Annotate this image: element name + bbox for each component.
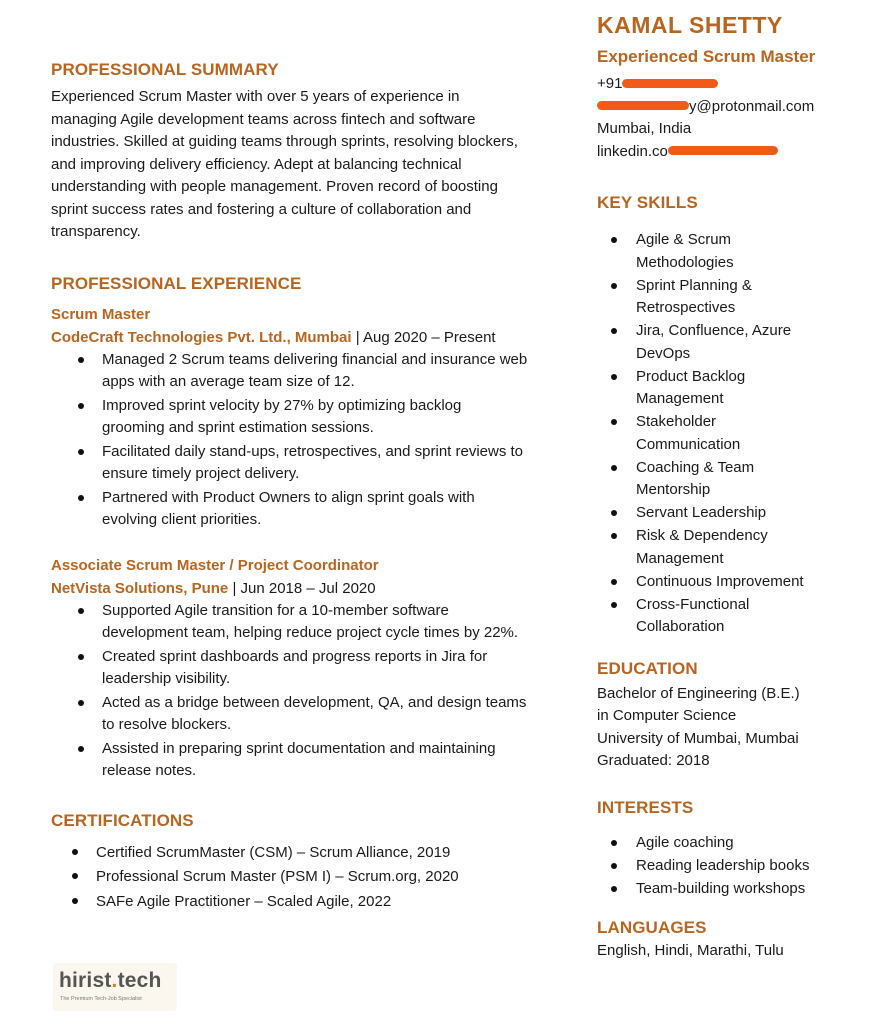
job-bullets	[51, 600, 556, 783]
summary-line: Experienced Scrum Master with over 5 years of experience in	[51, 88, 460, 105]
linkedin-line	[597, 141, 862, 164]
linkedin-redaction	[668, 146, 778, 155]
interests-heading: INTERESTS	[597, 797, 694, 817]
education-line: University of Mumbai, Mumbai	[597, 729, 799, 747]
job-company-line	[51, 577, 556, 600]
phone-line	[597, 73, 862, 96]
linkedin-prefix: linkedin.co	[597, 142, 668, 160]
job-title: Associate Scrum Master / Project Coordinator	[51, 556, 379, 574]
job-dates: | Jun 2018 – Jul 2020	[232, 579, 376, 597]
skill-item	[597, 571, 862, 594]
logo-tld: tech	[117, 969, 162, 992]
skill-item	[597, 525, 862, 570]
skills-list	[597, 229, 862, 639]
job-bullet	[51, 487, 556, 532]
skill-line: Stakeholder	[636, 413, 717, 430]
skill-line: Management	[636, 549, 724, 567]
email-line	[597, 96, 862, 119]
certifications-section	[51, 811, 556, 914]
certification-item: Certified ScrumMaster (CSM) – Scrum Alliance, 2019	[51, 841, 556, 865]
languages-text: English, Hindi, Marathi, Tulu	[597, 942, 784, 959]
summary-text	[51, 86, 556, 244]
skill-item	[597, 275, 862, 320]
summary-line: managing Agile development teams across fintech and software	[51, 110, 476, 128]
certification-item: Professional Scrum Master (PSM I) – Scrum.org, 2020	[51, 865, 556, 889]
job-title: Scrum Master	[51, 305, 151, 323]
candidate-name: KAMAL SHETTY	[597, 12, 783, 38]
skill-line: Retrospectives	[636, 299, 736, 316]
summary-line: industries. Skilled at guiding teams through sprints, resolving blockers,	[51, 133, 518, 150]
job-bullet	[51, 349, 556, 394]
bullet-line: Managed 2 Scrum teams delivering financial and insurance web	[102, 350, 528, 368]
job-company: NetVista Solutions, Pune	[51, 579, 229, 597]
bullet-line: evolving client priorities.	[102, 511, 262, 528]
bullet-line: Acted as a bridge between development, QA, and design teams	[102, 693, 527, 711]
skill-line: Cross-Functional	[636, 595, 750, 613]
skill-item	[597, 594, 862, 639]
skills-section	[597, 193, 862, 639]
logo-dot: .	[111, 969, 118, 992]
bullet-line: Assisted in preparing sprint documentation and maintaining	[102, 739, 496, 757]
job-bullet	[51, 738, 556, 783]
email-redaction	[597, 101, 689, 110]
skill-line: Agile & Scrum	[636, 231, 732, 248]
logo-tagline: The Premium Tech-Job Specialist	[60, 996, 142, 1002]
education-section	[597, 659, 862, 773]
skill-item	[597, 229, 862, 274]
summary-line: transparency.	[51, 223, 141, 240]
logo-wordmark	[59, 969, 162, 993]
job-company-line	[51, 326, 556, 349]
summary-heading: PROFESSIONAL SUMMARY	[51, 60, 279, 79]
job-bullet	[51, 395, 556, 440]
skill-line: DevOps	[636, 344, 691, 362]
email-suffix: y@protonmail.com	[689, 97, 815, 115]
education-heading: EDUCATION	[597, 658, 698, 678]
skill-line: Continuous Improvement	[636, 572, 804, 590]
location-line: Mumbai, India	[597, 120, 692, 137]
job-company: CodeCraft Technologies Pvt. Ltd., Mumbai	[51, 328, 352, 346]
left-column	[51, 60, 556, 914]
bullet-line: leadership visibility.	[102, 670, 231, 687]
skill-line: Sprint Planning &	[636, 276, 752, 294]
certifications-heading: CERTIFICATIONS	[51, 810, 194, 830]
interests-list	[597, 832, 862, 901]
hirist-logo	[53, 963, 177, 1011]
phone-prefix: +91	[597, 75, 623, 92]
summary-section	[51, 60, 556, 244]
summary-line: sprint success rates and fostering a culture of collaboration and	[51, 200, 472, 218]
bullet-line: Facilitated daily stand-ups, retrospectives, and sprint reviews to	[102, 442, 524, 460]
languages-section	[597, 918, 862, 963]
interest-item: Reading leadership books	[597, 855, 862, 878]
education-text	[597, 683, 862, 773]
job-entry	[51, 555, 556, 783]
bullet-line: ensure timely project delivery.	[102, 465, 300, 482]
skill-line: Collaboration	[636, 618, 725, 635]
bullet-line: development team, helping reduce project cycle times by 22%.	[102, 624, 519, 641]
skill-item	[597, 320, 862, 365]
experience-heading: PROFESSIONAL EXPERIENCE	[51, 273, 302, 293]
languages-heading: LANGUAGES	[597, 918, 707, 937]
candidate-title: Experienced Scrum Master	[597, 47, 816, 66]
experience-section	[51, 274, 556, 783]
interests-section	[597, 798, 862, 901]
contact-block	[597, 73, 862, 163]
education-line: in Computer Science	[597, 707, 737, 724]
bullet-line: to resolve blockers.	[102, 716, 232, 733]
education-line: Bachelor of Engineering (B.E.)	[597, 684, 800, 702]
bullet-line: grooming and sprint estimation sessions.	[102, 419, 374, 436]
skills-heading: KEY SKILLS	[597, 193, 698, 212]
skill-line: Product Backlog	[636, 367, 746, 385]
skill-line: Methodologies	[636, 253, 734, 271]
logo-brand: hirist	[59, 969, 112, 992]
education-line: Graduated: 2018	[597, 752, 710, 769]
skill-item	[597, 457, 862, 502]
job-bullet	[51, 441, 556, 486]
summary-line: and improving delivery efficiency. Adept at balancing technical	[51, 155, 462, 173]
job-bullets	[51, 349, 556, 532]
bullet-line: apps with an average team size of 12.	[102, 373, 355, 390]
right-column	[597, 12, 862, 963]
bullet-line: release notes.	[102, 762, 197, 779]
job-dates: | Aug 2020 – Present	[355, 328, 496, 346]
skill-line: Risk & Dependency	[636, 527, 768, 544]
bullet-line: Created sprint dashboards and progress reports in Jira for	[102, 647, 488, 665]
skill-item	[597, 502, 862, 525]
interest-item: Team-building workshops	[597, 878, 862, 901]
skill-line: Mentorship	[636, 481, 711, 498]
skill-item	[597, 411, 862, 456]
phone-redaction	[622, 79, 718, 88]
certifications-list	[51, 841, 556, 914]
skill-line: Management	[636, 390, 724, 407]
interest-item: Agile coaching	[597, 832, 862, 855]
summary-line: understanding with people management. Proven record of boosting	[51, 178, 498, 195]
skill-item	[597, 366, 862, 411]
bullet-line: Supported Agile transition for a 10-member software	[102, 601, 449, 619]
bullet-line: Improved sprint velocity by 27% by optimizing backlog	[102, 396, 462, 414]
skill-line: Servant Leadership	[636, 504, 767, 521]
job-bullet	[51, 646, 556, 691]
skill-line: Jira, Confluence, Azure	[636, 322, 792, 339]
job-bullet	[51, 692, 556, 737]
job-bullet	[51, 600, 556, 645]
skill-line: Communication	[636, 435, 741, 453]
certification-item: SAFe Agile Practitioner – Scaled Agile, 2022	[51, 890, 556, 914]
bullet-line: Partnered with Product Owners to align sprint goals with	[102, 488, 475, 506]
skill-line: Coaching & Team	[636, 458, 755, 476]
job-entry	[51, 304, 556, 532]
